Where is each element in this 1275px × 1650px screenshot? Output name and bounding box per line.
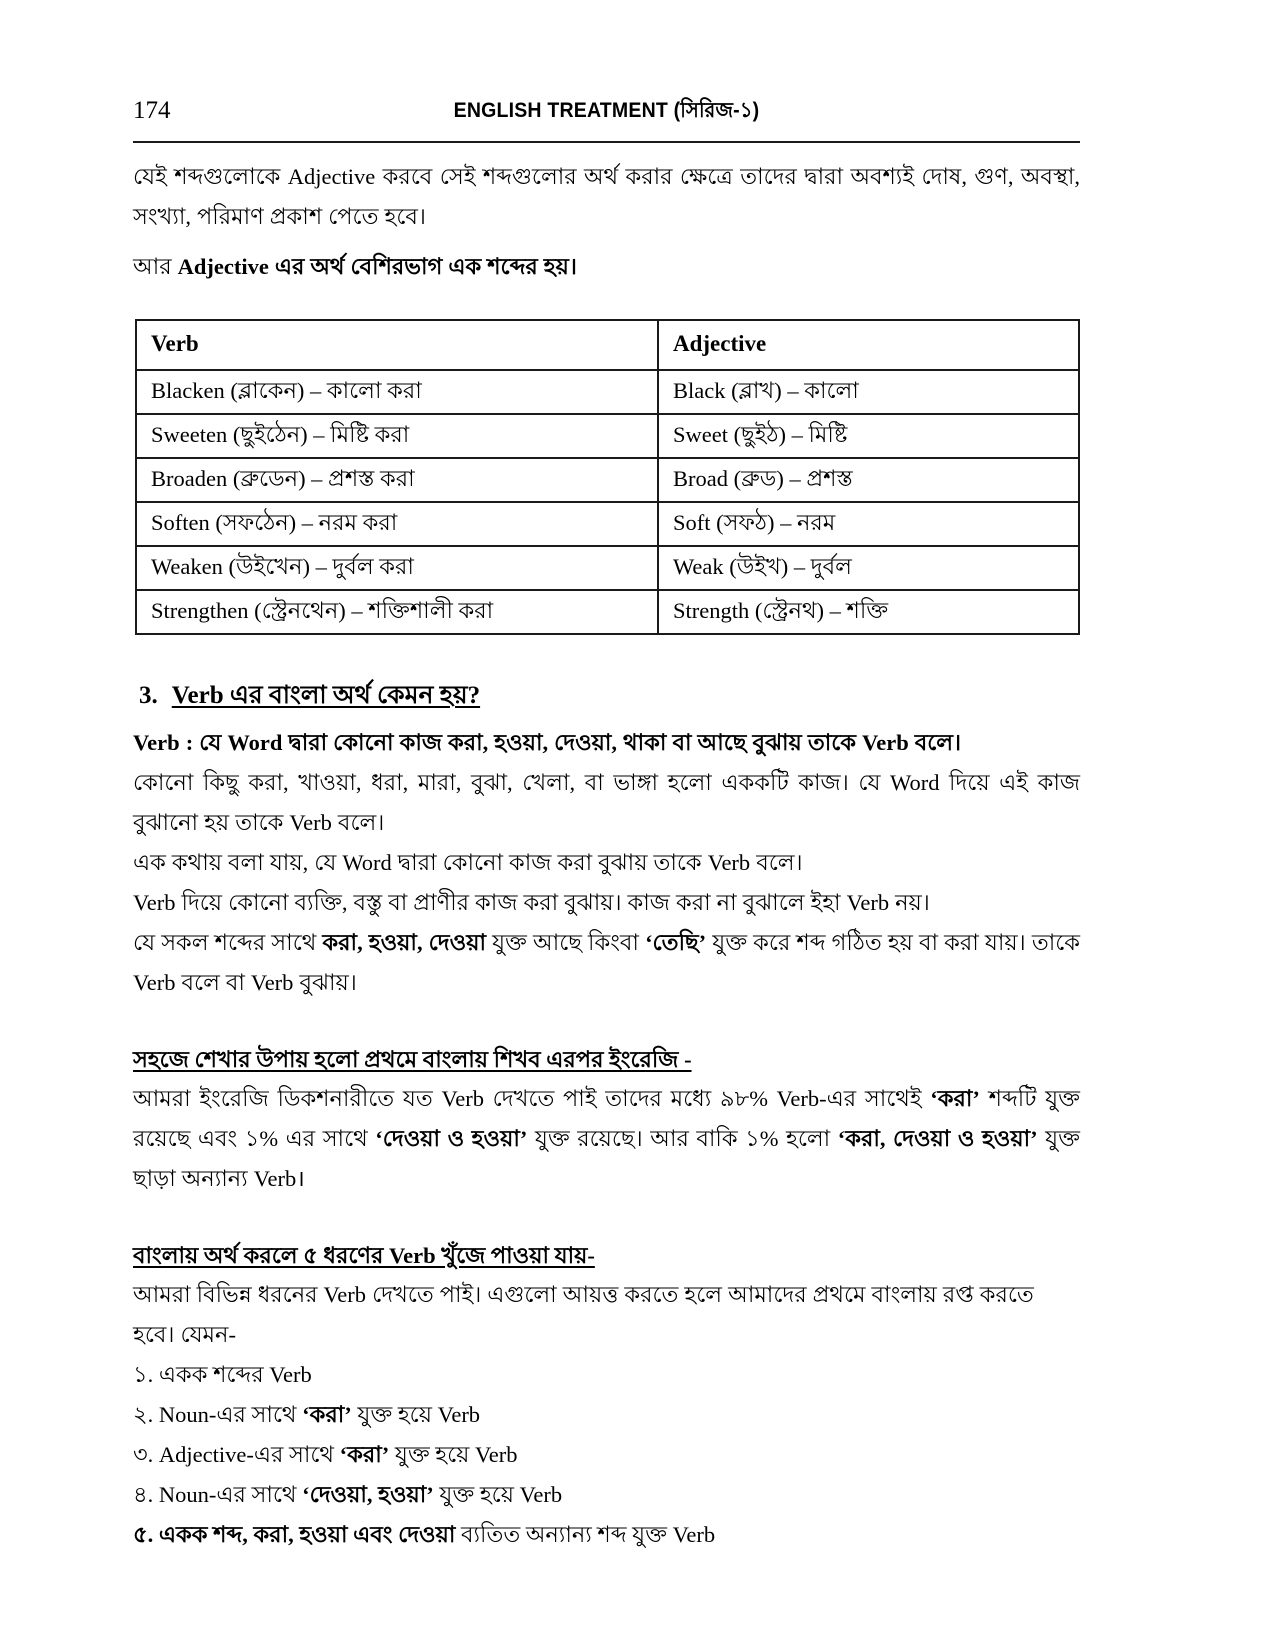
running-header [133,95,1080,141]
list-item [133,1475,1080,1515]
list-item-bold: একক শব্দ, করা, হওয়া এবং দেওয়া [158,1522,456,1547]
verb-types-heading-wrap [133,1237,1080,1275]
verb-cell: Blacken (ব্লাকেন) – কালো করা [136,370,658,414]
list-item-number: ২. [133,1402,154,1427]
list-item [133,1435,1080,1475]
table-row [136,546,1079,590]
column-header-adjective: Adjective [658,320,1079,370]
intro-p2-suffix: এর অর্থ বেশিরভাগ এক শব্দের হয়। [268,254,577,279]
verb-types-list [133,1355,1080,1555]
list-item-text-tail: যুক্ত হয়ে Verb [389,1442,518,1467]
easy-part-e: যুক্ত রয়েছে। আর বাকি ১% হলো [527,1126,838,1151]
table-row [136,458,1079,502]
adjective-cell: Soft (সফঠ) – নরম [658,502,1079,546]
spacer [133,1199,1080,1237]
easy-bold-kora: ‘করা’ [930,1086,980,1111]
table-row [136,590,1079,634]
verb-p4-bold-kora: করা, হওয়া, দেওয়া [322,930,486,955]
verb-p4-part-e: যুক্ত করে শব্দ গঠিত হয় বা করা যায়। তাকে Verb বলে বা Verb বুঝায়। [133,930,1081,995]
verb-cell: Soften (সফঠেন) – নরম করা [136,502,658,546]
easy-part-c: শব্দটি যুক্ত রয়েছে এবং ১% এর সাথে [133,1086,1080,1151]
section-3-heading [139,679,1080,713]
book-title: ENGLISH TREATMENT (সিরিজ-১) [453,99,760,122]
list-item-number: ৩. [133,1442,154,1467]
list-item-text: Adjective-এর সাথে [158,1442,340,1467]
table-header-row [136,320,1079,370]
intro-paragraph-1: যেই শব্দগুলোকে Adjective করবে সেই শব্দগুলোর অর্থ করার ক্ষেত্রে তাদের দ্বারা অবশ্যই দোষ, গুণ, অবস্থা, সংখ্যা, পরিমাণ প্রকাশ পেতে হবে। [133,164,1080,229]
adjective-cell: Black (ব্লাখ) – কালো [658,370,1079,414]
easy-part-g: যুক্ত ছাড়া অন্যান্য Verb। [133,1126,1081,1191]
list-item-bold: ‘করা’ [339,1442,390,1467]
verb-adjective-table [135,319,1080,635]
verb-definition: Verb : যে Word দ্বারা কোনো কাজ করা, হওয়া, দেওয়া, থাকা বা আছে বুঝায় তাকে Verb বলে। [133,730,962,755]
verb-types-heading: বাংলায় অর্থ করলে ৫ ধরণের Verb খুঁজে পাওয়া যায়- [133,1243,595,1268]
spacer [133,1003,1080,1041]
list-item-text: Noun-এর সাথে [158,1482,303,1507]
verb-p4-part-a: যে সকল শব্দের সাথে [133,930,323,955]
verb-paragraph-4 [133,923,1080,1003]
table-row [136,370,1079,414]
spacer [133,237,1080,247]
list-item [133,1515,1080,1555]
easy-learning-heading-wrap [133,1041,1080,1079]
verb-cell: Strengthen (স্ট্রেনথেন) – শক্তিশালী করা [136,590,658,634]
table-row [136,502,1079,546]
list-item-text: একক শব্দের Verb [158,1362,312,1387]
list-item-text-tail: যুক্ত হয়ে Verb [351,1402,481,1427]
adjective-cell: Weak (উইখ) – দুর্বল [658,546,1079,590]
adjective-cell: Broad (ব্রুড) – প্রশস্ত [658,458,1079,502]
verb-paragraph-2: এক কথায় বলা যায়, যে Word দ্বারা কোনো কাজ করা বুঝায় তাকে Verb বলে। [133,850,803,875]
verb-p4-part-c: যুক্ত আছে কিংবা [485,930,646,955]
column-header-verb: Verb [136,320,658,370]
list-item-text-tail: ব্যতিত অন্যান্য শব্দ যুক্ত Verb [455,1522,716,1547]
easy-bold-dewa-howa: ‘দেওয়া ও হওয়া’ [375,1126,528,1151]
list-item-bold: ‘করা’ [302,1402,352,1427]
section-title: Verb এর বাংলা অর্থ কেমন হয়? [171,682,481,709]
easy-part-a: আমরা ইংরেজি ডিকশনারীতে যত Verb দেখতে পাই তাদের মধ্যে ৯৮% Verb-এর সাথেই [133,1086,931,1111]
list-item-bold: ‘দেওয়া, হওয়া’ [302,1482,434,1507]
easy-bold-kora-dewa-howa: ‘করা, দেওয়া ও হওয়া’ [837,1126,1038,1151]
verb-cell: Weaken (উইখেন) – দুর্বল করা [136,546,658,590]
list-item-number: ৪. [133,1482,154,1507]
page-body [133,143,1080,1555]
verb-cell: Broaden (ব্রুডেন) – প্রশস্ত করা [136,458,658,502]
verb-paragraph-3: Verb দিয়ে কোনো ব্যক্তি, বস্তু বা প্রাণীর কাজ করা বুঝায়। কাজ করা না বুঝালে ইহা Verb নয়। [133,890,930,915]
section-number: 3. [139,682,158,709]
list-item-text-tail: যুক্ত হয়ে Verb [433,1482,563,1507]
list-item [133,1395,1080,1435]
verb-paragraph-1: কোনো কিছু করা, খাওয়া, ধরা, মারা, বুঝা, খেলা, বা ভাঙ্গা হলো এককটি কাজ। যে Word দিয়ে এই কাজ বুঝানো হয় তাকে Verb বলে। [133,770,1080,835]
intro-p2-prefix: আর [133,254,178,279]
list-item-text: Noun-এর সাথে [158,1402,303,1427]
verb-p4-bold-techi: ‘তেছি’ [645,930,707,955]
page-number: 174 [133,97,171,124]
verb-cell: Sweeten (ছুইঠেন) – মিষ্টি করা [136,414,658,458]
intro-paragraph-2 [133,247,1080,287]
spacer [133,713,1080,723]
easy-learning-paragraph [133,1079,1080,1199]
list-item-number: ১. [133,1362,154,1387]
list-item-number: ৫. [133,1522,154,1547]
adjective-cell: Sweet (ছুইঠ) – মিষ্টি [658,414,1079,458]
intro-p2-adjective-word: Adjective [177,254,269,279]
verb-types-intro: আমরা বিভিন্ন ধরনের Verb দেখতে পাই। এগুলো আয়ত্ত করতে হলে আমাদের প্রথমে বাংলায় রপ্ত করতে হবে। যেমন- [133,1282,1034,1347]
table-row [136,414,1079,458]
list-item [133,1355,1080,1395]
easy-learning-heading: সহজে শেখার উপায় হলো প্রথমে বাংলায় শিখব এরপর ইংরেজি - [133,1047,692,1072]
adjective-cell: Strength (স্ট্রেনথ) – শক্তি [658,590,1079,634]
